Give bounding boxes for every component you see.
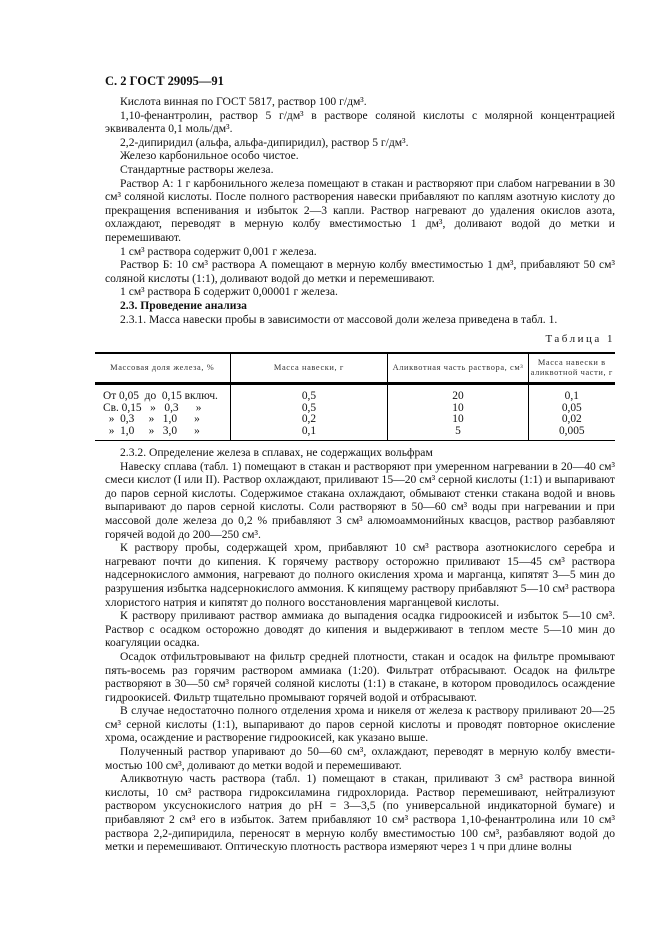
section-reagents [105,95,615,326]
table-cell: 0,02 [528,414,615,426]
paragraph: 2.3.1. Масса навески пробы в зависимости от массовой доли железа приведена в табл. 1. [120,312,558,326]
table-cell: 10 [388,414,528,426]
table-cell: 0,5 [230,403,388,415]
paragraph: Раствор Б: 10 см³ раствора А помещают в мерную колбу вместимостью 1 дм³, прибавляют 50 см³ соляной кислоты (1:1), доливают водой до метки и перемешивают. [105,258,615,285]
table-caption: Таблица 1 [545,333,615,345]
paragraph: Осадок отфильтровывают на фильтр средней плотности, стакан и осадок на фильтре промывают пять-восемь раз горячим раствором аммиака (1:20). Фильтрат отбрасывают. Осадок на фильтре растворяют в 30—50 см³ горячей соляной кислоты (1:1) в стакане, в котором проводилось осаждение гидроокисей. Фильтр тщательно промывают горячей водой и отбрасывают. [105,649,615,704]
table-cell: 0,005 [528,426,615,441]
table-row [95,426,615,441]
table-cell: 0,2 [230,414,388,426]
table-cell: 0,1 [528,384,615,403]
table-cell: » 0,3 » 1,0 » [103,413,200,426]
table-row [95,384,615,403]
section-heading: 2.3. Проведение анализа [120,298,247,312]
paragraph: Кислота винная по ГОСТ 5817, раствор 100 г/дм³. [120,95,367,108]
paragraph: Навеску сплава (табл. 1) помещают в стакан и растворяют при умеренном нагревании в 20—40 см³ смеси кислот (I или II). Раствор охлаждают, приливают 15—20 см³ серной кислоты (1:1) и выпаривают до паров серной кислоты. Содержимое стакана охлаждают, обмывают стенки стакана водой и вновь выпаривают до паров серной кислоты. Соли растворяют в 50—60 см³ воды при нагревании и при массовой доле железа до 0,2 % прибавляют 3 см³ алюмоаммонийных квасцов, раствор разбавляют горячей водой до 200—250 см³. [105,459,615,541]
table-cell: Св. 0,15 » 0,3 » [103,401,202,414]
table-cell: 10 [388,403,528,415]
table-cell: 5 [388,426,528,441]
table-cell: 0,1 [230,426,388,441]
column-header: Аликвотная часть раствора, см³ [388,353,528,384]
column-header: Масса навески, г [230,353,388,384]
page-header: С. 2 ГОСТ 29095—91 [105,74,224,88]
paragraph: К раствору пробы, содержащей хром, прибавляют 10 см³ раствора азотнокислого серебра и нагревают почти до кипения. К горячему раствору осторожно приливают 15—45 см³ раствора надсернокислого аммония, нагревают до полного окисления хрома и марганца, кипятят 3—5 мин до разрушения избытка надсернокислого аммония. К кипящему раствору прибавляют 5—10 см³ раствора хлористого натрия и кипятят до полного восстановления марганцевой кислоты. [105,541,615,609]
table-cell: 0,5 [230,384,388,403]
table-1 [95,352,615,441]
paragraph: Железо карбонильное особо чистое. [120,149,299,163]
paragraph: Стандартные растворы железа. [120,162,274,176]
paragraph: 1 см³ раствора Б содержит 0,00001 г железа. [120,285,338,299]
table-cell: От 0,05 до 0,15 включ. [103,390,218,402]
paragraph: 1,10-фенантролин, раствор 5 г/дм³ в растворе соляной кислоты с молярной концентрацией эквивалента 0,1 моль/дм³. [105,108,615,136]
paragraph: 1 см³ раствора содержит 0,001 г железа. [120,244,317,258]
paragraph: 2,2-дипиридил (альфа, альфа-дипиридил), раствор 5 г/дм³. [120,135,409,149]
paragraph: Аликвотную часть раствора (табл. 1) помещают в стакан, приливают 3 см³ раствора винной кислоты, 10 см³ раствора гидроксиламина гидрохлорида. Раствор перемешивают, нейтрализуют раствором уксуснокислого натрия до pH = 3—3,5 (по универсальной индикаторной бумаге) и прибавляют 2 см³ его в избыток. Затем прибавляют 10 см³ раствора 1,10-фенантролина или 10 см³ раствора 2,2-дипиридила, переносят в мерную колбу вместимостью 100 см³, разбавляют водой до метки и перемешивают. Оптическую плотность раствора измеряют через 1 ч при длине волны [105,772,615,854]
table-cell: » 1,0 » 3,0 » [95,426,230,441]
paragraph: В случае недостаточно полного отделения хрома и никеля от железа к раствору приливают 20—25 см³ серной кислоты (1:1), выпаривают до паров серной кислоты и проводят повторное окисление хрома, осаждение и растворение гидроокисей, как указано выше. [105,704,615,745]
column-header: Массовая доля железа, % [95,353,230,384]
paragraph: Раствор А: 1 г карбонильного железа помещают в стакан и растворяют при слабом нагревании в 30 см³ соляной кислоты. После полного растворения навески прибавляют по каплям азотную кислоту до прекращения вспенивания и избыток 2—3 капли. Раствор нагревают до удаления окислов азота, охлаждают, переводят в мерную колбу вместимостью 1 дм³, доливают водой до метки и перемешивают. [105,176,615,244]
table-header-row [95,353,615,384]
section-analysis [105,446,615,854]
table-cell: 0,05 [528,403,615,415]
column-header: Масса навески в аликвотной части, г [528,353,615,384]
paragraph: Полученный раствор упаривают до 50—60 см³, охлаждают, переводят в мерную колбу вмести-мостью 100 см³, доливают до метки водой и перемешивают. [105,745,615,772]
table-cell: 20 [388,384,528,403]
paragraph: 2.3.2. Определение железа в сплавах, не содержащих вольфрам [120,446,433,459]
paragraph: К раствору приливают раствор аммиака до выпадения осадка гидроокисей и избыток 5—10 см³. Раствор с осадком осторожно доводят до кипения и выдерживают в теплом месте 5—10 мин до коагуляции осадка. [105,609,615,650]
